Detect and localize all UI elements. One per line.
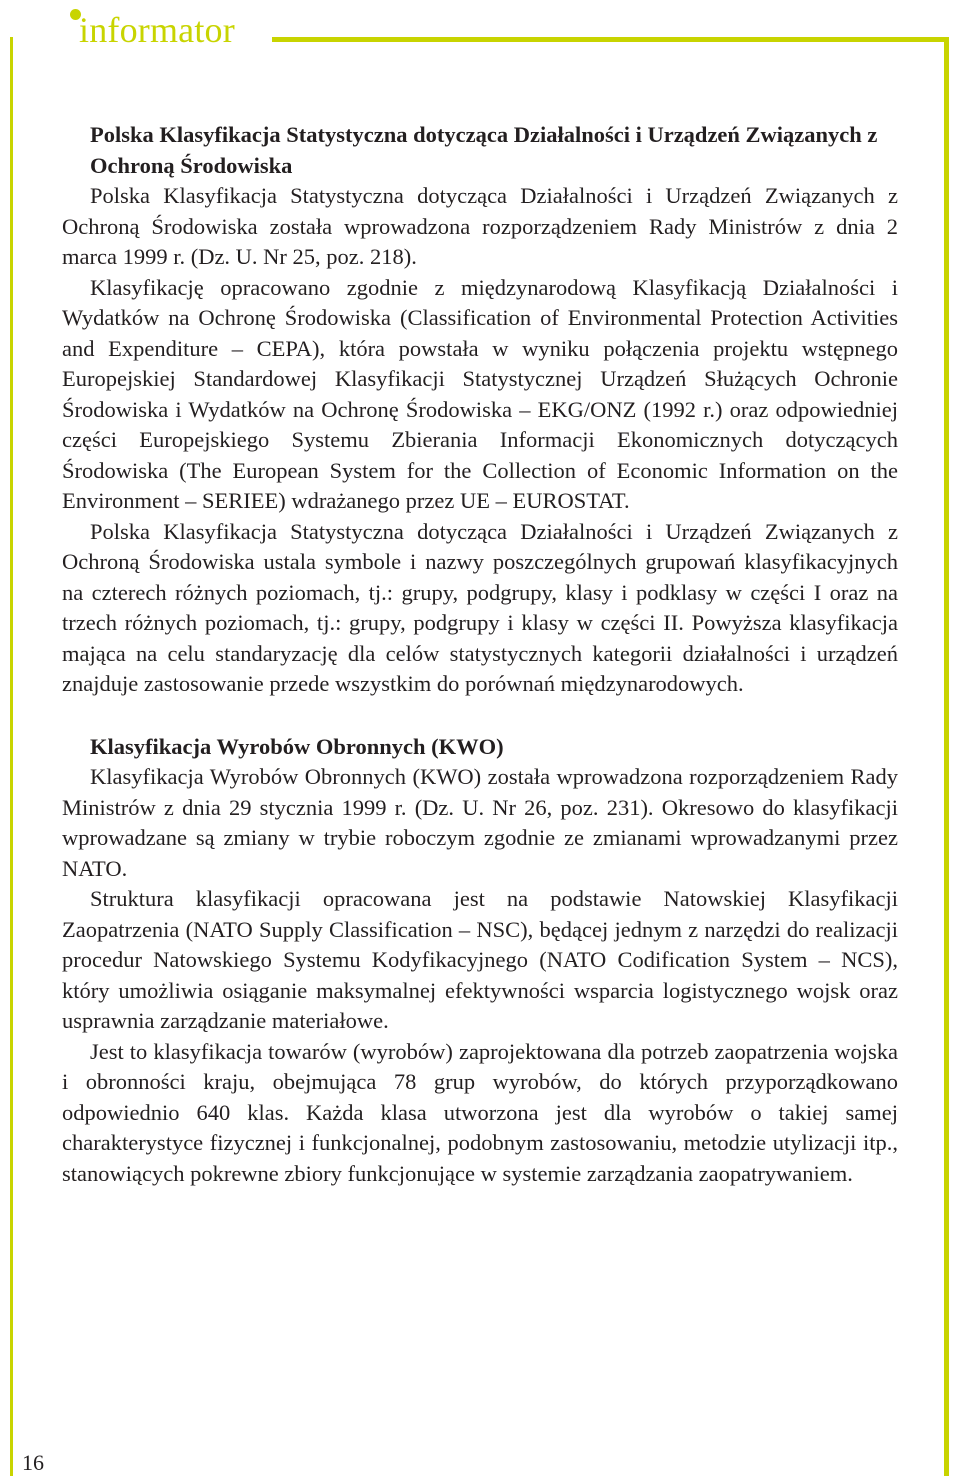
paragraph: Polska Klasyfikacja Statystyczna dotycząca Działalności i Urządzeń Związanych z Ochroną Środowiska została wprowadzona rozporządzeniem Rady Ministrów z dnia 2 marca 1999 r. (Dz. U. Nr 25, poz. 218). (62, 183, 898, 269)
paragraph: Klasyfikacja Wyrobów Obronnych (KWO) została wprowadzona rozporządzeniem Rady Ministrów z dnia 29 stycznia 1999 r. (Dz. U. Nr 26, poz. 231). Okresowo do klasyfikacji wprowadzane są zmiany w trybie roboczym zgodnie ze zmianami wprowadzanymi przez NATO. (62, 764, 898, 881)
paragraph: Struktura klasyfikacji opracowana jest na podstawie Natowskiej Klasyfikacji Zaopatrzenia (NATO Supply Classification – NSC), będącej jednym z narzędzi do realizacji procedur Natowskiego Systemu Kodyfikacyjnego (NATO Codification System – NCS), który umożliwia osiąganie maksymalnej efektywności wsparcia logistycznego wojsk oraz usprawnia zarządzanie materiałowe. (62, 886, 898, 1033)
paragraph: Polska Klasyfikacja Statystyczna dotycząca Działalności i Urządzeń Związanych z Ochroną Środowiska ustala symbole i nazwy poszczególnych grupowań klasyfikacyjnych na czterech różnych poziomach, tj.: grupy, podgrupy, klasy i podklasy w części I oraz na trzech różnych poziomach, tj.: grupy, podgrupy i klasy w części II. Powyższa klasyfikacja mająca na celu standaryzację dla celów statystycznych kategorii działalności i urządzeń znajduje zastosowanie przede wszystkim do porównań międzynarodowych. (62, 518, 898, 696)
paragraph: Klasyfikację opracowano zgodnie z międzynarodową Klasyfikacją Działalności i Wydatków na Ochronę Środowiska (Classification of Environmental Protection Activities and Expenditure – CEPA), która powstała w wyniku połączenia projektu wstępnego Europejskiej Standardowej Klasyfikacji Statystycznej Urządzeń Służących Ochronie Środowiska i Wydatków na Ochronę Środowiska – EKG/ONZ (1992 r.) oraz odpowiedniej części Europejskiego Systemu Zbierania Informacji Ekonomicznych dotyczących Środowiska (The European System for the Collection of Economic Information on the Environment – SERIEE) wdrażanego przez UE – EUROSTAT. (62, 274, 898, 513)
header-rule (272, 37, 949, 42)
section-kwo (62, 732, 898, 1190)
page-number: 16 (22, 1450, 44, 1475)
section-polska-klasyfikacja (62, 120, 898, 700)
right-margin-rule (944, 37, 949, 1476)
section-heading: Klasyfikacja Wyrobów Obronnych (KWO) (90, 733, 504, 759)
left-margin-rule (10, 37, 13, 1476)
paragraph: Jest to klasyfikacja towarów (wyrobów) zaprojektowana dla potrzeb zaopatrzenia wojska i obronności kraju, obejmująca 78 grup wyrobów, do których przyporządkowano odpowiednio 640 klas. Każda klasa utworzona jest dla wyrobów o takiej samej charakterystyce fizycznej i funkcjonalnej, podobnym zastosowaniu, metodzie utylizacji itp., stanowiących pokrewne zbiory funkcjonujące w systemie zarządzania zaopatrywaniem. (62, 1038, 898, 1186)
section-heading: Polska Klasyfikacja Statystyczna dotycząca Działalności i Urządzeń Związanych z Ochroną Środowiska (90, 122, 878, 178)
page-header-title: informator (79, 10, 235, 50)
document-body (62, 120, 898, 1189)
